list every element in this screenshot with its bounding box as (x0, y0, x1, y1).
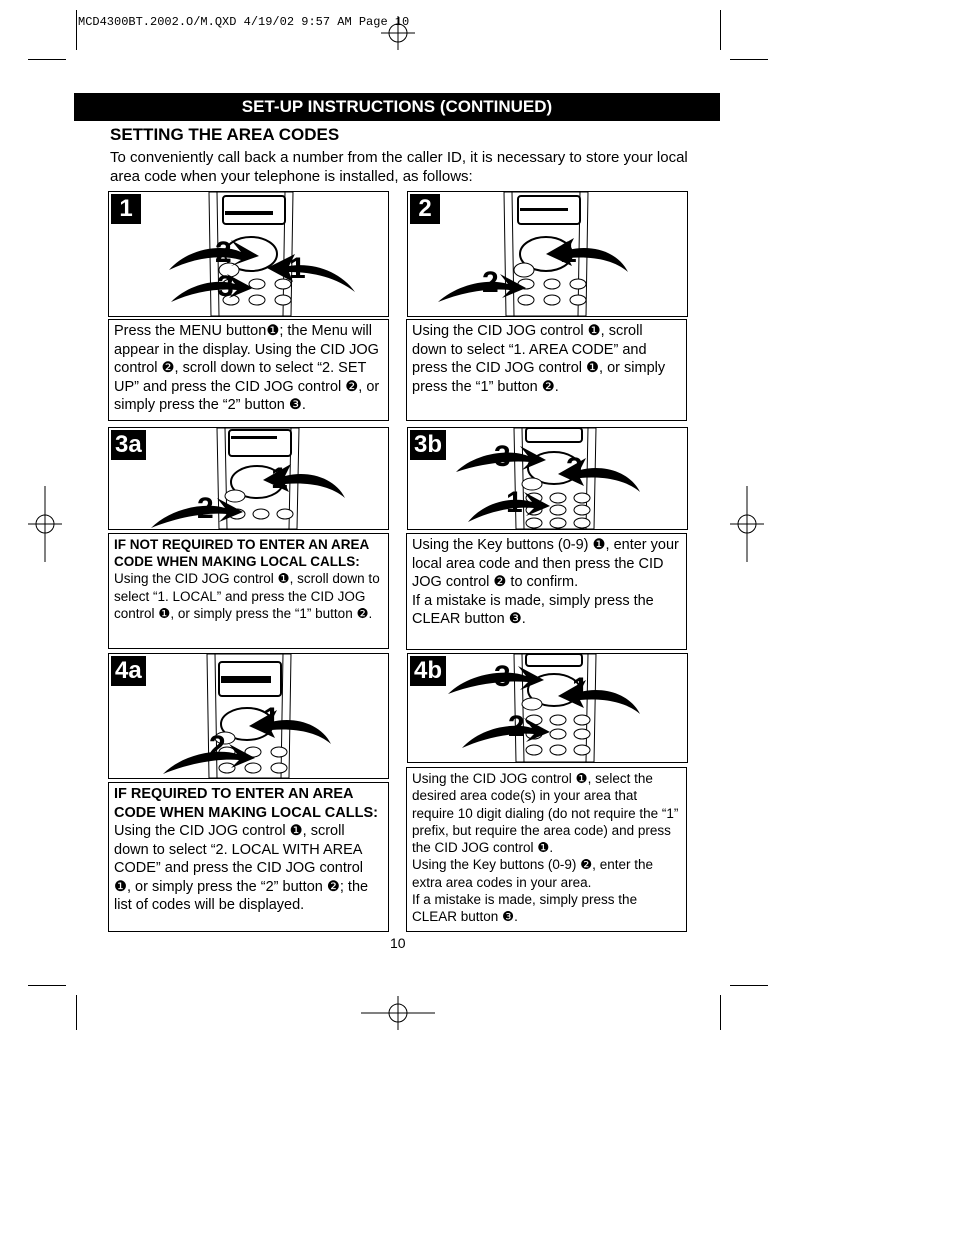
intro-paragraph: To conveniently call back a number from the caller ID, it is necessary to store your local area code when your telephone is installed, as follows: (110, 149, 688, 185)
instruction-text: Press the MENU button❶; the Menu will appear in the display. Using the CID JOG control ❷, scroll down to select “2. SET UP” and press the CID JOG control ❷, or simply press the “2” button ❸. (114, 323, 380, 413)
figure-step-3a (108, 427, 389, 530)
instruction-text: Using the CID JOG control ❶, scroll down to select “1. LOCAL” and press the CID JOG control ❶, or simply press the “1” button ❷. (114, 571, 380, 621)
phone-illustration (109, 654, 388, 778)
figure-step-4a (108, 653, 389, 779)
callout-number: 2 (508, 710, 525, 743)
page-number: 10 (390, 935, 406, 951)
callout-number: 3 (217, 270, 234, 303)
crop-mark (76, 995, 77, 1030)
instruction-box-step-3a (108, 533, 389, 649)
step-number-label: 4b (410, 656, 446, 686)
registration-mark-icon (730, 486, 770, 562)
section-title: SETTING THE AREA CODES (110, 125, 340, 144)
registration-mark-icon (381, 16, 415, 50)
step-number-label: 4a (111, 656, 146, 686)
phone-illustration (408, 428, 687, 529)
callout-number: 2 (209, 730, 226, 763)
step-number-label: 1 (111, 194, 141, 224)
instruction-box-step-4a (108, 782, 389, 932)
figure-step-1 (108, 191, 389, 317)
section-banner: SET-UP INSTRUCTIONS (CONTINUED) (74, 93, 720, 121)
instruction-text: Using the Key buttons (0-9) ❶, enter your local area code and then press the CID JOG control ❷ to confirm. (412, 537, 679, 590)
file-slug: MCD4300BT.2002.O/M.QXD 4/19/02 9:57 AM Page 10 (78, 15, 410, 29)
crop-mark (730, 985, 768, 986)
instruction-box-step-3b (406, 533, 687, 650)
instruction-text: Using the CID JOG control ❶, scroll down to select “1. AREA CODE” and press the CID JOG control ❶, or simply press the “1” button ❷. (412, 323, 666, 395)
callout-number: 1 (271, 462, 288, 495)
callout-number: 2 (215, 236, 232, 269)
figure-step-2 (407, 191, 688, 317)
crop-mark (76, 10, 77, 50)
crop-mark (730, 59, 768, 60)
instruction-text: If a mistake is made, simply press the CLEAR button ❸. (412, 592, 654, 627)
crop-mark (28, 59, 66, 60)
callout-number: 1 (506, 486, 523, 519)
instruction-heading: IF NOT REQUIRED TO ENTER AN AREA CODE WHEN MAKING LOCAL CALLS: (114, 537, 369, 570)
step-number-label: 3b (410, 430, 446, 460)
callout-number: 1 (560, 236, 577, 269)
registration-mark-icon (361, 996, 435, 1030)
registration-mark-icon (28, 486, 68, 562)
crop-mark (720, 10, 721, 50)
instruction-box-step-4b (406, 767, 687, 932)
callout-number: 3 (494, 660, 511, 693)
crop-mark (28, 985, 66, 986)
callout-number: 2 (566, 452, 583, 485)
phone-illustration (408, 654, 687, 762)
instruction-box-step-1 (108, 319, 389, 421)
callout-number: 3 (494, 440, 511, 473)
instruction-text: If a mistake is made, simply press the CLEAR button ❸. (412, 892, 638, 925)
crop-mark (720, 995, 721, 1030)
callout-number: 1 (263, 702, 280, 735)
phone-illustration (109, 428, 388, 529)
instruction-text: Using the CID JOG control ❶, select the desired area code(s) in your area that require 10 digit dialing (do not require the “1” prefix, but require the area code) and press the CID JOG control ❶. (412, 771, 679, 856)
instruction-text: Using the CID JOG control ❶, scroll down to select “2. LOCAL WITH AREA CODE” and press the CID JOG control ❶, or simply press the “2” button ❷; the list of codes will be displayed. (114, 823, 369, 913)
callout-number: 2 (482, 266, 499, 299)
step-number-label: 3a (111, 430, 146, 460)
callout-number: 1 (289, 252, 306, 285)
callout-number: 1 (572, 672, 589, 705)
phone-illustration (408, 192, 687, 316)
figure-step-4b (407, 653, 688, 763)
callout-number: 2 (197, 492, 214, 525)
instruction-box-step-2 (406, 319, 687, 421)
step-number-label: 2 (410, 194, 440, 224)
figure-step-3b (407, 427, 688, 530)
phone-illustration (109, 192, 388, 316)
instruction-heading: IF REQUIRED TO ENTER AN AREA CODE WHEN MAKING LOCAL CALLS: (114, 786, 378, 821)
instruction-text: Using the Key buttons (0-9) ❷, enter the extra area codes in your area. (412, 857, 653, 890)
